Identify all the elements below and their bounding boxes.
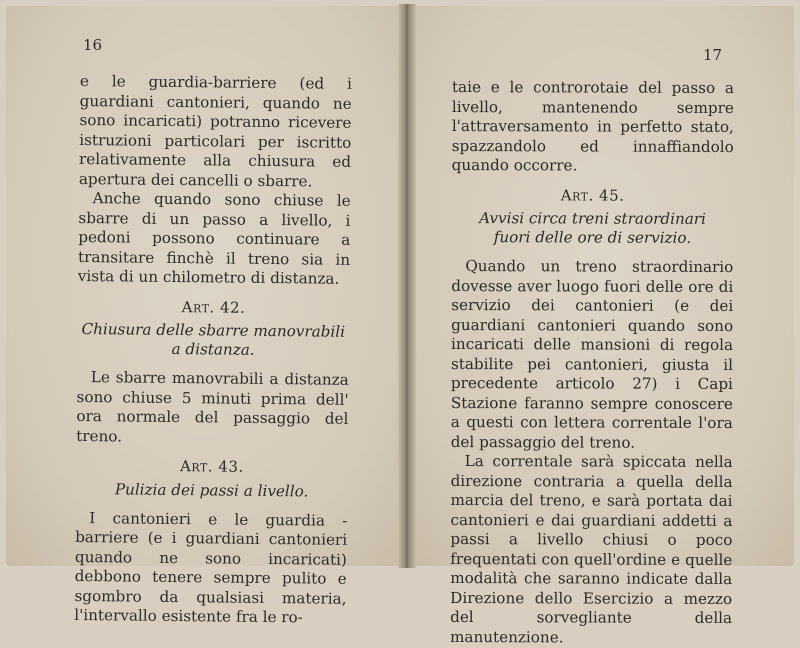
book-gutter xyxy=(398,4,416,568)
paragraph-continued: taie e le controrotaie del passo a livello, mantenendo sempre l'attraversamento in perfetto stato, spazzandolo ed innaffiandolo quando occorre. xyxy=(451,78,734,175)
article-title-line: fuori delle ore di servizio. xyxy=(493,228,692,247)
left-text-column xyxy=(74,72,352,628)
article-title-43 xyxy=(76,479,348,501)
article-title-line: Pulizia dei passi a livello. xyxy=(114,479,309,500)
article-heading-45: Art. 45. xyxy=(560,185,625,205)
page-number-left: 16 xyxy=(83,36,103,54)
paragraph: Anche quando sono chiuse le sbarre di un passo a livello, i pedoni possono continuare a transitare finchè il treno sia in vista di un chilometro di distanza. xyxy=(77,189,351,288)
article-title-line: a distanza. xyxy=(171,339,255,359)
page-number-right: 17 xyxy=(703,46,723,64)
article-title-42 xyxy=(77,320,349,361)
article-title-line: Chiusura delle sbarre manovrabili xyxy=(81,320,346,341)
paragraph-continued: e le guardia-barriere (ed i guardiani cantonieri, quando ne sono incaricati) potranno ricevere istruzioni particolari per iscritto relativamente alla chiusura ed apertura dei cancelli o sbarre. xyxy=(78,72,352,190)
article-text-45: Quando un treno straordinario dovesse aver luogo fuori delle ore di servizio dei cantonieri (e dei guardiani cantonieri quando sono incaricati delle mansioni di regola stabilite pei cantonieri, giusta il precedente articolo 27) i Capi Stazione faranno sempre conoscere a questi con lettera correntale l'ora del passaggio del treno. xyxy=(450,257,734,452)
article-heading-42: Art. 42. xyxy=(181,297,246,317)
article-heading-43: Art. 43. xyxy=(179,457,244,476)
article-text-45-b: La correntale sarà spiccata nella direzione contraria a quella della marcia del treno, e sarà portata dai cantonieri e dai guardiani addetti a passi a livello chiusi o poco frequentati con quell'ordine e quelle modalità che saranno indicate dalla Direzione dello Esercizio a mezzo del sorvegliante della manutenzione. xyxy=(450,452,733,646)
article-text-42: Le sbarre manovrabili a distanza sono chiuse 5 minuti prima dell' ora normale del passaggio del treno. xyxy=(76,368,349,445)
article-title-line: Avvisi circa treni straordinari xyxy=(479,209,706,228)
right-text-column xyxy=(450,78,734,648)
article-text-43: I cantonieri e le guardia - barriere (e i guardiani cantonieri quando ne sono incaricati) debbono tenere sempre pulito e sgombro da qualsiasi materia, l'intervallo esistente fra le ro- xyxy=(74,508,348,627)
article-title-45 xyxy=(451,209,733,248)
